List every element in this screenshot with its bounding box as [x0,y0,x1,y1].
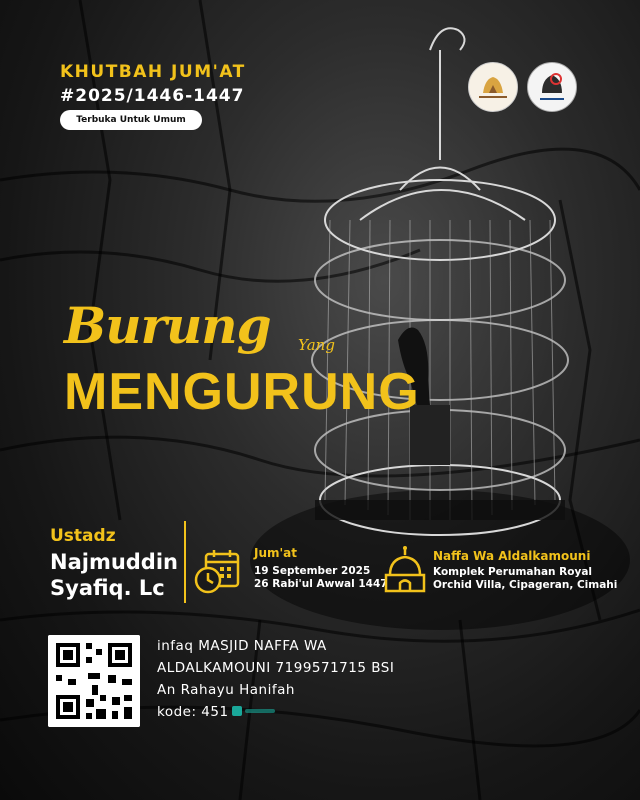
event-code: #2025/1446-1447 [60,86,245,106]
infaq-account-line: ALDALKAMOUNI 7199571715 BSI [157,660,395,676]
title-line-1: Burung [64,296,271,355]
open-to-public-badge: Terbuka Untuk Umum [60,110,202,130]
event-title: KHUTBAH JUM'AT [60,62,246,82]
bsi-bank-logo [232,703,280,719]
infaq-line-1: infaq MASJID NAFFA WA [157,638,327,654]
qris-qr-code[interactable] [48,635,140,727]
mosque-icon [382,545,428,595]
infaq-account-holder: An Rahayu Hanifah [157,682,295,698]
title-connector: Yang [298,336,335,354]
organizer-logo [468,62,518,112]
venue-address-line-1: Komplek Perumahan Royal [433,566,592,578]
infaq-code: kode: 451 [157,704,229,720]
title-line-2: MENGURUNG [64,363,420,421]
mosque-logo [527,62,577,112]
gregorian-date: 19 September 2025 [254,565,371,577]
venue-name: Naffa Wa Aldalkamouni [433,549,591,563]
hijri-date: 26 Rabi'ul Awwal 1447 [254,578,388,590]
venue-address-line-2: Orchid Villa, Cipageran, Cimahi [433,579,618,591]
calendar-clock-icon [192,546,244,598]
divider [184,521,186,603]
event-day: Jum'at [254,546,298,560]
speaker-name: Najmuddin Syafiq. Lc [50,550,178,600]
speaker-title: Ustadz [50,526,116,546]
